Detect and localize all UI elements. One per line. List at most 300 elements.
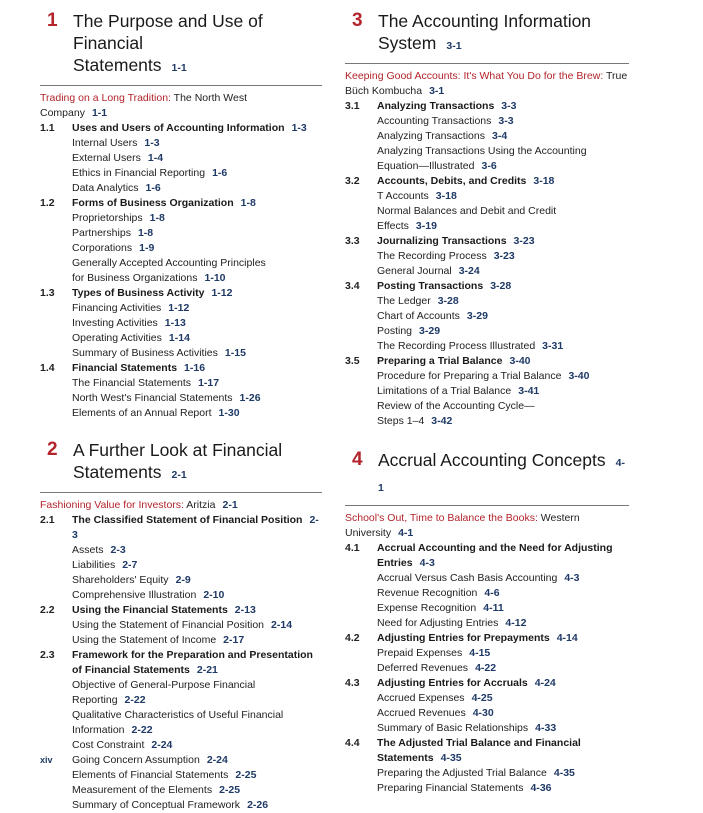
subsection-entry[interactable] [345,571,629,586]
subsection-title: Liabilities [72,559,116,571]
subsection-title: Procedure for Preparing a Trial Balance [377,370,562,382]
subsection-title: Ethics in Financial Reporting [72,167,206,179]
section-heading[interactable] [345,279,629,294]
subsection-title: Accrued Expenses [377,692,465,704]
subsection-title: The Recording Process Illustrated [377,340,536,352]
subsection-entry[interactable] [345,159,629,174]
subsection-title: Normal Balances and Debit and Credit [377,205,557,217]
section-title [377,234,535,249]
section-title [377,279,511,294]
section-title-line: Journalizing Transactions [377,235,507,247]
section-page: 4-24 [534,677,556,689]
section-page: 1-16 [184,362,206,374]
chapter-heading [352,449,629,499]
section-title-line: Framework for the Preparation and Presentation [72,649,313,661]
subsection-entry[interactable] [345,204,629,219]
subsection-page: 3-29 [466,310,488,322]
chapter-rule [345,505,629,506]
subsection-page: 2-26 [247,799,269,811]
subsection-title: Accounting Transactions [377,115,492,127]
subsection-title: Financing Activities [72,302,162,314]
section-title-line: of Financial Statements [72,664,190,676]
chapter-number: 3 [352,10,363,31]
chapter-title[interactable]: Accrual Accounting Concepts 4-1 [378,450,625,494]
subsection-page: 2-3 [110,544,126,556]
section-title-line: The Classified Statement of Financial Position [72,514,303,526]
subsection-entry[interactable] [40,151,322,166]
section-heading[interactable] [345,99,629,114]
section-title [72,361,205,376]
section-number: 3.5 [345,355,360,367]
subsection-page: 4-36 [530,782,552,794]
section-title [72,286,232,301]
chapter-title[interactable]: The Purpose and Use of Financial Statements 1-1 [73,11,263,75]
section-heading[interactable] [40,196,322,211]
subsection-page: 2-24 [151,739,173,751]
chapter-page: 2-1 [171,469,187,481]
subsection-title: Summary of Business Activities [72,347,218,359]
subsection-entry[interactable] [40,346,322,361]
subsection-title: Posting [377,325,413,337]
section-number: 1.1 [40,122,55,134]
subsection-entry[interactable] [40,738,322,753]
section-title [377,736,581,766]
section-page: 2-13 [234,604,256,616]
chapter-rule [40,492,322,493]
section-number: 1.4 [40,362,55,374]
subsection-entry[interactable] [40,406,322,421]
section-title-line: Accounts, Debits, and Credits [377,175,527,187]
subsection-title: Qualitative Characteristics of Useful Financial [72,709,284,721]
section-title-line: Adjusting Entries for Accruals [377,677,528,689]
subsection-title: General Journal [377,265,452,277]
subsection-page: 1-6 [212,167,228,179]
subsection-entry[interactable] [345,144,629,159]
section-number: 4.1 [345,542,360,554]
subsection-page: 4-11 [483,602,504,614]
section-page: 1-12 [211,287,233,299]
subsection-entry[interactable] [345,646,629,661]
subsection-title: The Financial Statements [72,377,192,389]
subsection-title: Generally Accepted Accounting Principles [72,257,266,269]
opener-company-cont: University [345,527,392,539]
section-number: 1.2 [40,197,55,209]
section-title-line: Accrual Accounting and the Need for Adjusting [377,542,613,554]
section-title [72,513,322,543]
opener-company: The North West [170,92,248,104]
subsection-title: Internal Users [72,137,138,149]
subsection-title: T Accounts [377,190,429,202]
section-title [377,631,578,646]
subsection-page: 4-15 [469,647,491,659]
section-page: 3-40 [509,355,531,367]
section-page: 3-18 [533,175,555,187]
section-page: 4-3 [419,557,435,569]
subsection-title: The Ledger [377,295,431,307]
section-number: 3.3 [345,235,360,247]
subsection-page: 3-6 [481,160,497,172]
subsection-entry[interactable] [40,768,322,783]
chapter-entries [40,91,322,421]
section-title-line: Analyzing Transactions [377,100,495,112]
subsection-entry[interactable] [345,586,629,601]
chapter-opener[interactable] [345,69,629,99]
section-number: 2.2 [40,604,55,616]
subsection-page: 3-3 [498,115,514,127]
chapter-entries [40,498,322,813]
section-title-line: Uses and Users of Accounting Information [72,122,285,134]
section-title [377,541,613,571]
subsection-page: 3-41 [518,385,540,397]
section-title-line: Using the Financial Statements [72,604,228,616]
subsection-title: Prepaid Expenses [377,647,463,659]
opener-company: Aritzia [183,499,216,511]
subsection-entry[interactable] [345,601,629,616]
subsection-entry[interactable] [40,783,322,798]
section-title [377,99,516,114]
subsection-entry[interactable] [345,324,629,339]
section-number: 2.1 [40,514,55,526]
subsection-entry[interactable] [40,391,322,406]
chapter-number: 4 [352,449,363,470]
subsection-title: Accrued Revenues [377,707,466,719]
subsection-entry[interactable] [40,376,322,391]
subsection-entry[interactable] [345,249,629,264]
section-number: 3.1 [345,100,360,112]
subsection-title: Shareholders' Equity [72,574,169,586]
page-folio: xiv [40,755,53,765]
subsection-title: Objective of General-Purpose Financial [72,679,256,691]
chapter-number: 2 [47,439,58,460]
subsection-page: 3-29 [419,325,441,337]
subsection-page: 4-30 [472,707,494,719]
subsection-page: 1-30 [218,407,240,419]
section-heading[interactable] [40,603,322,618]
subsection-page: 3-42 [431,415,453,427]
section-title-line: The Adjusted Trial Balance and Financial [377,737,581,749]
left-column [40,10,322,813]
subsection-entry[interactable] [345,339,629,354]
subsection-title: Need for Adjusting Entries [377,617,499,629]
subsection-page: 3-28 [437,295,459,307]
subsection-page: 4-33 [535,722,557,734]
subsection-page: 1-26 [239,392,261,404]
subsection-entry[interactable] [40,753,322,768]
subsection-title: Accrual Versus Cash Basis Accounting [377,572,558,584]
section-title-line: Types of Business Activity [72,287,205,299]
opener-page: 1-1 [91,107,108,119]
section-heading[interactable] [40,361,322,376]
subsection-entry[interactable] [345,219,629,234]
subsection-title: External Users [72,152,141,164]
subsection-page: 1-3 [144,137,160,149]
subsection-entry[interactable] [40,211,322,226]
subsection-title: Expense Recognition [377,602,477,614]
section-heading[interactable] [40,286,322,301]
subsection-page: 1-14 [168,332,190,344]
opener-company-cont: Company [40,107,85,119]
chapter-heading [352,10,629,57]
subsection-page: 2-10 [203,589,225,601]
subsection-page: 3-31 [542,340,564,352]
subsection-entry[interactable] [345,369,629,384]
subsection-entry[interactable] [345,691,629,706]
subsection-title: Effects [377,220,409,232]
section-heading[interactable] [345,234,629,249]
subsection-entry[interactable] [40,226,322,241]
subsection-title: Elements of Financial Statements [72,769,229,781]
subsection-entry[interactable] [40,693,322,708]
chapter-number: 1 [47,10,58,31]
subsection-page: 1-9 [139,242,155,254]
subsection-title: Operating Activities [72,332,162,344]
subsection-entry[interactable] [345,766,629,781]
subsection-page: 2-22 [131,724,153,736]
subsection-title: Corporations [72,242,133,254]
section-title-line: Forms of Business Organization [72,197,234,209]
section-number: 4.4 [345,737,360,749]
opener-feature-title: Fashioning Value for Investors: [40,499,184,511]
section-number: 4.2 [345,632,360,644]
subsection-page: 4-12 [505,617,527,629]
subsection-page: 1-8 [137,227,154,239]
subsection-page: 2-14 [271,619,293,631]
subsection-entry[interactable] [40,708,322,723]
chapter-page: 3-1 [446,40,462,52]
section-number: 3.4 [345,280,360,292]
subsection-title: Cost Constraint [72,739,145,751]
section-title-line: Entries [377,557,413,569]
opener-page: 3-1 [429,85,445,97]
section-heading[interactable] [345,174,629,189]
section-page: 1-8 [240,197,256,209]
subsection-page: 1-17 [198,377,220,389]
chapter-heading [47,10,322,79]
subsection-entry[interactable] [345,706,629,721]
chapter-opener[interactable] [40,91,322,121]
subsection-title: Proprietorships [72,212,143,224]
subsection-page: 1-12 [168,302,190,314]
chapter-rule [40,85,322,86]
section-page: 2-21 [196,664,218,676]
subsection-entry[interactable] [40,558,322,573]
opener-page: 4-1 [398,527,414,539]
subsection-title: Assets [72,544,104,556]
opener-page: 2-1 [222,499,238,511]
section-title-line: Posting Transactions [377,280,484,292]
section-title [72,196,256,211]
opener-feature-title: School's Out, Time to Balance the Books: [345,512,538,524]
subsection-page: 1-4 [147,152,164,164]
subsection-entry[interactable] [40,573,322,588]
chapter-entries [345,69,629,429]
section-page: 3-3 [501,100,517,112]
subsection-title: Using the Statement of Income [72,634,217,646]
subsection-page: 4-22 [475,662,497,674]
subsection-entry[interactable] [345,189,629,204]
chapter-opener[interactable] [345,511,629,541]
section-page: 1-3 [291,122,307,134]
subsection-title: Information [72,724,125,736]
chapter-entries [345,511,629,796]
subsection-page: 4-35 [553,767,575,779]
section-number: 1.3 [40,287,55,299]
subsection-entry[interactable] [40,316,322,331]
subsection-title: Equation—Illustrated [377,160,475,172]
chapter-page: 1-1 [171,62,187,74]
subsection-page: 3-24 [458,265,480,277]
subsection-page: 3-23 [493,250,515,262]
subsection-title: Using the Statement of Financial Position [72,619,265,631]
section-title [72,121,307,136]
opener-feature-title: Trading on a Long Tradition: [40,92,171,104]
subsection-page: 1-6 [145,182,161,194]
section-title [377,354,531,369]
subsection-entry[interactable] [345,721,629,736]
subsection-entry[interactable] [345,616,629,631]
chapter-title[interactable]: The Accounting Information System 3-1 [378,11,592,53]
section-heading[interactable] [345,631,629,646]
section-heading[interactable] [345,354,629,369]
section-title-line: Preparing a Trial Balance [377,355,503,367]
section-heading[interactable] [40,648,322,678]
subsection-page: 3-19 [415,220,437,232]
subsection-title: Deferred Revenues [377,662,469,674]
subsection-title: Analyzing Transactions Using the Accounting [377,145,587,157]
subsection-entry[interactable] [345,781,629,796]
chapter-heading [47,439,322,486]
subsection-title: Review of the Accounting Cycle— [377,400,535,412]
section-heading[interactable] [345,676,629,691]
subsection-entry[interactable] [40,256,322,271]
opener-company: True [603,70,628,82]
section-heading[interactable] [345,541,629,571]
section-title-line: Adjusting Entries for Prepayments [377,632,550,644]
subsection-title: Analyzing Transactions [377,130,485,142]
section-heading[interactable] [40,121,322,136]
chapter-2 [40,439,322,813]
subsection-title: Chart of Accounts [377,310,460,322]
section-page: 2-3 [72,514,319,541]
subsection-entry[interactable] [345,264,629,279]
subsection-page: 3-40 [568,370,590,382]
subsection-title: Revenue Recognition [377,587,478,599]
subsection-entry[interactable] [345,661,629,676]
subsection-entry[interactable] [345,114,629,129]
opener-company: Western [537,512,580,524]
subsection-page: 2-9 [175,574,191,586]
section-heading[interactable] [40,513,322,543]
subsection-entry[interactable] [40,798,322,813]
section-number: 2.3 [40,649,55,661]
subsection-entry[interactable] [40,241,322,256]
chapter-opener[interactable] [40,498,322,513]
section-title [72,648,313,678]
subsection-page: 3-4 [491,130,508,142]
subsection-page: 1-8 [149,212,165,224]
subsection-title: Elements of an Annual Report [72,407,212,419]
section-number: 4.3 [345,677,360,689]
subsection-page: 4-25 [471,692,493,704]
section-page: 4-35 [440,752,462,764]
chapter-4 [345,449,629,796]
subsection-entry[interactable] [40,588,322,603]
subsection-page: 1-13 [164,317,186,329]
opener-feature-title: Keeping Good Accounts: It's What You Do for the Brew: [345,70,604,82]
subsection-title: Limitations of a Trial Balance [377,385,512,397]
section-page: 3-28 [490,280,512,292]
subsection-entry[interactable] [40,678,322,693]
subsection-title: North West's Financial Statements [72,392,233,404]
chapter-page: 4-1 [378,457,625,494]
subsection-title: Steps 1–4 [377,415,425,427]
opener-company-cont: Büch Kombucha [345,85,423,97]
subsection-page: 2-22 [124,694,146,706]
subsection-title: Measurement of the Elements [72,784,213,796]
subsection-entry[interactable] [40,633,322,648]
section-title-line: Financial Statements [72,362,178,374]
subsection-entry[interactable] [345,384,629,399]
section-heading[interactable] [345,736,629,766]
subsection-entry[interactable] [345,309,629,324]
section-number: 3.2 [345,175,360,187]
subsection-entry[interactable] [345,414,629,429]
subsection-title: Investing Activities [72,317,158,329]
subsection-entry[interactable] [40,271,322,286]
subsection-page: 4-3 [564,572,580,584]
section-page: 3-23 [513,235,535,247]
subsection-entry[interactable] [345,294,629,309]
subsection-title: Reporting [72,694,118,706]
chapter-1 [40,10,322,421]
subsection-title: Partnerships [72,227,131,239]
subsection-entry[interactable] [40,136,322,151]
section-title-line: Statements [377,752,434,764]
subsection-page: 1-10 [204,272,226,284]
subsection-title: Comprehensive Illustration [72,589,197,601]
subsection-entry[interactable] [40,618,322,633]
subsection-page: 3-18 [435,190,457,202]
chapter-title[interactable]: A Further Look at Financial Statements 2-1 [73,440,283,482]
subsection-page: 4-6 [484,587,500,599]
section-title [377,174,554,189]
chapter-rule [345,63,629,64]
subsection-entry[interactable] [345,129,629,144]
subsection-title: The Recording Process [377,250,487,262]
subsection-entry[interactable] [40,301,322,316]
subsection-entry[interactable] [345,399,629,414]
subsection-page: 2-7 [122,559,138,571]
subsection-entry[interactable] [40,723,322,738]
section-title [72,603,256,618]
subsection-title: for Business Organizations [72,272,198,284]
subsection-page: 2-25 [235,769,257,781]
section-page: 4-14 [556,632,578,644]
right-column [345,10,629,796]
subsection-entry[interactable] [40,543,322,558]
subsection-title: Preparing the Adjusted Trial Balance [377,767,547,779]
subsection-title: Preparing Financial Statements [377,782,524,794]
subsection-title: Summary of Conceptual Framework [72,799,241,811]
subsection-title: Summary of Basic Relationships [377,722,529,734]
subsection-entry[interactable] [40,331,322,346]
section-title [377,676,556,691]
subsection-title: Going Concern Assumption [72,754,200,766]
subsection-title: Data Analytics [72,182,139,194]
subsection-entry[interactable] [40,181,322,196]
subsection-page: 2-25 [219,784,241,796]
subsection-entry[interactable] [40,166,322,181]
